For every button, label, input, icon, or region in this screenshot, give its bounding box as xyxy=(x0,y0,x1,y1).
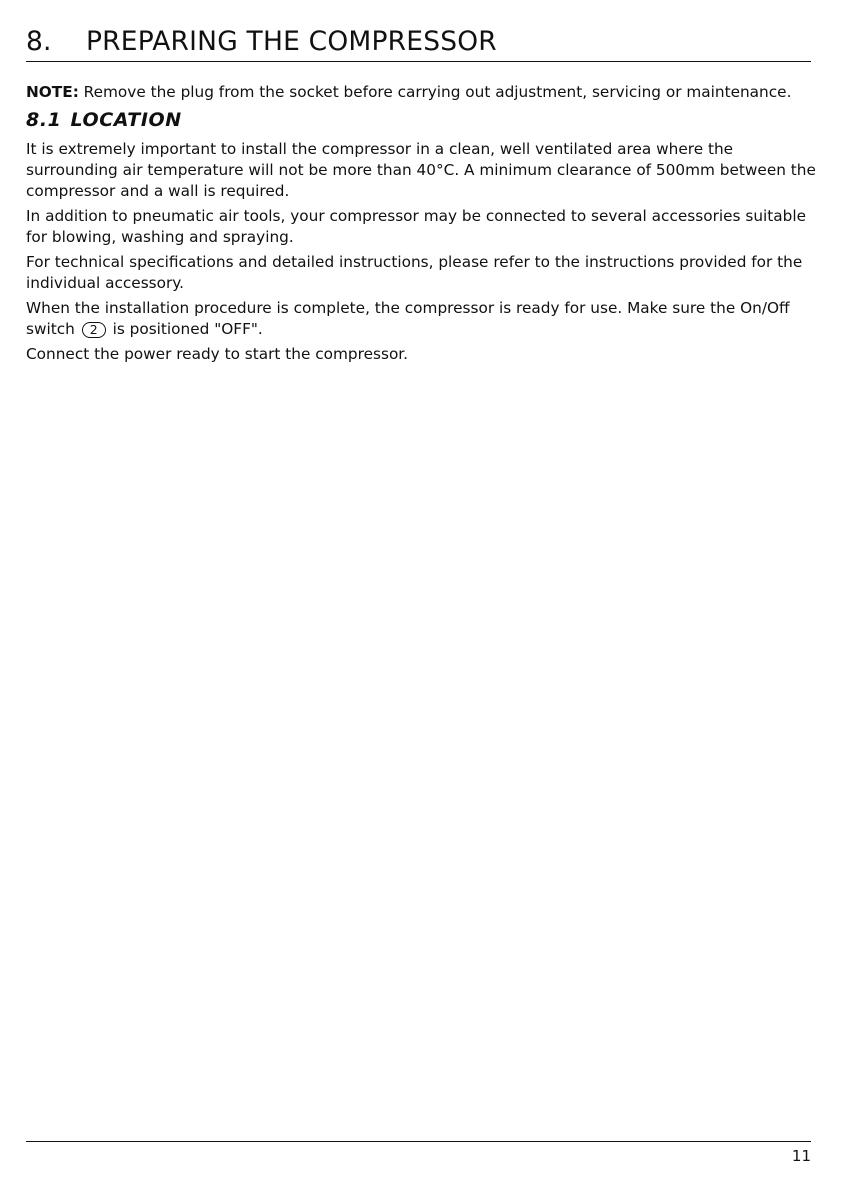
circled-reference-number: 2 xyxy=(82,322,106,338)
heading-divider xyxy=(26,61,811,62)
paragraph-specifications: For technical specifications and detailed instructions, please refer to the instructions provided for the individual accessory. xyxy=(26,253,803,292)
page-number: 11 xyxy=(791,1147,811,1165)
paragraph-connect-power: Connect the power ready to start the compressor. xyxy=(26,345,409,363)
section-number: 8. xyxy=(26,26,52,57)
note-text: Remove the plug from the socket before carrying out adjustment, servicing or maintenance. xyxy=(78,83,792,101)
subsection-title: LOCATION xyxy=(70,109,182,131)
subsection-number: 8.1 xyxy=(26,109,62,131)
section-heading xyxy=(26,24,811,60)
switch-text-after: is positioned "OFF". xyxy=(107,320,263,338)
paragraph-accessories: In addition to pneumatic air tools, your compressor may be connected to several accessories suitable for blowing, washing and spraying. xyxy=(26,207,807,246)
note-paragraph xyxy=(26,82,816,103)
page-content xyxy=(26,82,816,369)
section-title: PREPARING THE COMPRESSOR xyxy=(86,26,497,57)
switch-text-before: When the installation procedure is complete, the compressor is ready for use. Make sure the On/Off switch xyxy=(26,299,790,338)
note-label: NOTE: xyxy=(26,83,79,101)
subsection-heading xyxy=(26,107,816,133)
paragraph-switch-position xyxy=(26,298,816,340)
footer-divider xyxy=(26,1141,811,1142)
paragraph-installation-area: It is extremely important to install the compressor in a clean, well ventilated area where the surrounding air temperature will not be more than 40°C. A minimum clearance of 500mm between the compressor and a wall is required. xyxy=(26,140,816,200)
